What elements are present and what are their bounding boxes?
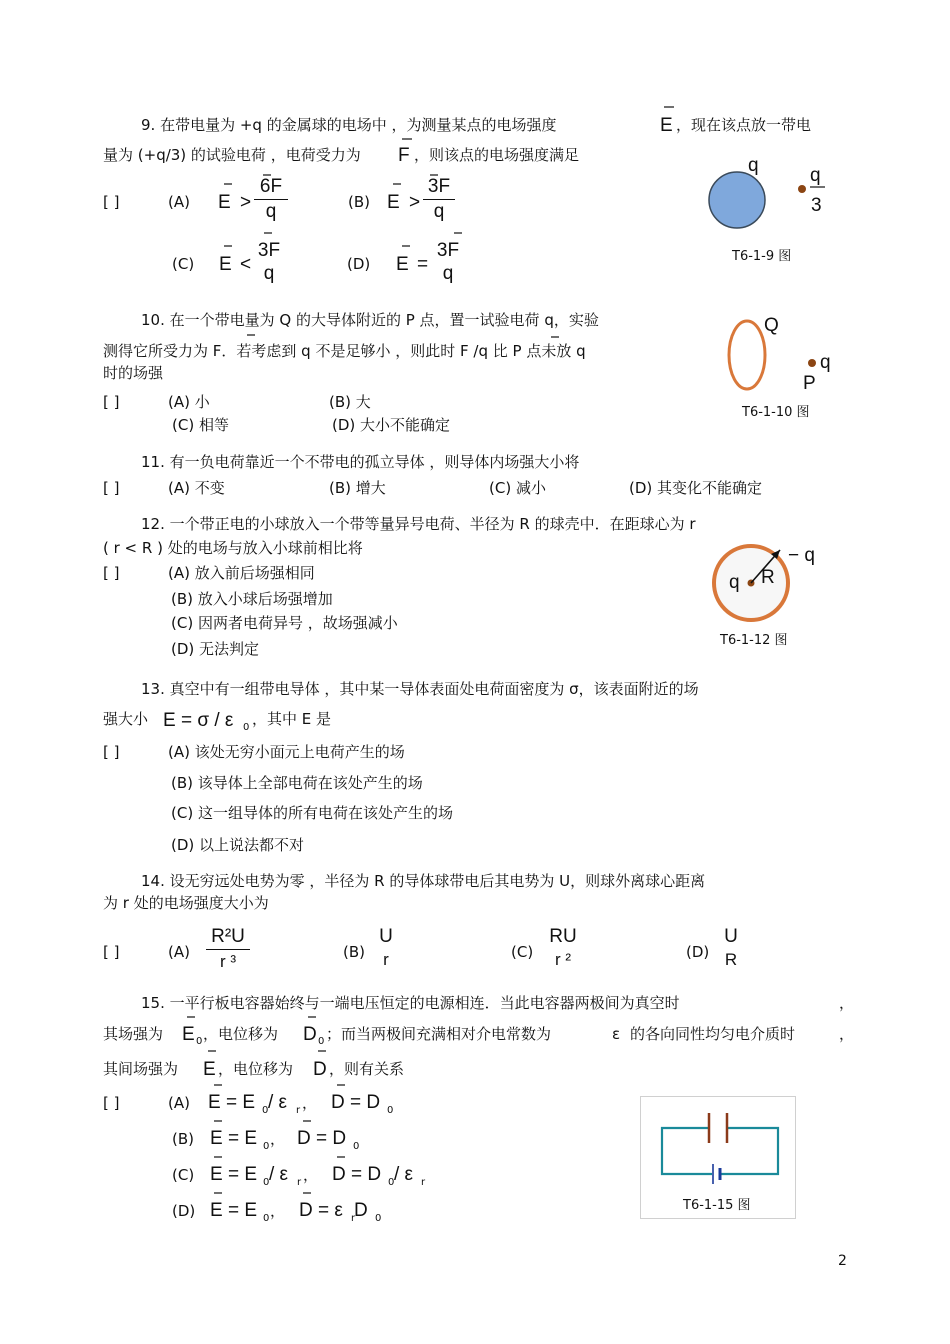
q15-E0-sub: 0 [196,1036,203,1047]
q9-stem-line2-end: ，则该点的电场强度满足 [414,146,580,164]
q14-option-a-denominator: r ³ [219,952,237,971]
q13-stem-line1: 13. 真空中有一组带电导体 ，其中某一导体表面处电荷面密度为 σ，该表面附近的场 [141,680,699,698]
q9-stem-line2: 量为 (+q/3) 的试验电荷 ，电荷受力为 [103,146,361,164]
q14-option-d-numerator: U [724,926,738,947]
q15-figure-caption: T6-1-15 图 [683,1198,751,1213]
q10-option-d[interactable]: (D) 大小不能确定 [332,416,451,434]
q15-stem-line1-end: ， [839,994,855,1012]
q15-option-a-div: / ε [268,1092,288,1113]
q10-stem-line1: 10. 在一个带电量为 Q 的大导体附近的 P 点，置一试验电荷 q，实验 [141,311,599,329]
q13-stem-line2-b: ，其中 E 是 [252,710,332,728]
q15-stem-line2-c: ；而当两极间充满相对介电常数为 [326,1025,552,1043]
q15-option-c-comma: ， [303,1166,319,1184]
q11-answer-bracket[interactable]: [ ] [103,479,120,497]
q9-option-b-label[interactable]: (B) [348,193,370,211]
q15-stem-line1: 15. 一平行板电容器始终与一端电压恒定的电源相连．当此电容器两极间为真空时 [141,994,680,1012]
q15-option-d-label[interactable]: (D) [172,1202,196,1220]
q15-E: E [203,1059,216,1080]
q14-option-c-fraction [546,926,580,971]
q9-vector-F: F [398,145,410,166]
q11-option-d[interactable]: (D) 其变化不能确定 [629,479,763,497]
q15-option-d-sub1: 0 [263,1213,270,1224]
test-charge-dot [808,359,816,367]
q9-option-a-denominator: q [265,201,277,222]
q9-option-c-relation: < [240,254,252,275]
q15-option-b-comma: ， [270,1130,286,1148]
q9-option-b-fraction [423,176,455,223]
q10-option-c[interactable]: (C) 相等 [172,416,229,434]
q9-option-d-label[interactable]: (D) [347,255,371,273]
q15-stem-line3-b: ，电位移为 [218,1060,294,1078]
q9-option-b-denominator: q [433,201,445,222]
q15-D: D [313,1059,327,1080]
q10-stem-line3: 时的场强 [103,364,164,382]
q15-option-a-eq1: E = E [208,1092,255,1113]
q10-figure-P: P [803,373,816,394]
q14-option-c-label[interactable]: (C) [511,943,534,961]
q15-option-b-sub2: 0 [353,1141,360,1152]
q15-option-d-eq2: D = ε [299,1200,343,1221]
q12-option-c[interactable]: (C) 因两者电荷异号 ，故场强减小 [171,614,398,632]
q9-option-a-E: E [218,192,231,213]
q13-stem-line2-a: 强大小 [103,710,149,728]
q15-option-a-sub2: 0 [387,1105,394,1116]
q9-vector-E: E [660,115,673,136]
q11-stem-line1: 11. 有一负电荷靠近一个不带电的孤立导体 ，则导体内场强大小将 [141,453,580,471]
q10-stem-line2: 测得它所受力为 F．若考虑到 q 不是足够小 ，则此时 F /q 比 P 点未放 q [103,342,586,360]
q10-figure-caption: T6-1-10 图 [742,405,810,420]
q9-figure-test-charge-den: 3 [811,195,822,216]
page-number: 2 [838,1253,847,1269]
q15-option-d-comma: ， [270,1202,286,1220]
q15-option-d-eq1: E = E [210,1200,257,1221]
q15-D0-sub: 0 [318,1036,325,1047]
q15-option-d-sub-r: r [351,1213,356,1224]
q9-option-b-relation: > [409,192,421,213]
q15-option-b-eq2: D = D [297,1128,347,1149]
q9-option-d-fraction [432,240,464,285]
q12-figure-radius: R [761,567,775,588]
q15-option-c-div1: / ε [269,1164,289,1185]
q15-stem-line3-a: 其间场强为 [103,1060,179,1078]
q9-answer-bracket[interactable]: [ ] [103,193,120,211]
q15-option-c-sub1: 0 [263,1177,270,1188]
q13-option-c[interactable]: (C) 这一组导体的所有电荷在该处产生的场 [171,804,453,822]
q15-option-b-label[interactable]: (B) [172,1130,194,1148]
q9-option-c-label[interactable]: (C) [172,255,195,273]
q14-option-a-numerator: R²U [211,926,245,947]
q15-option-a-label[interactable]: (A) [168,1094,190,1112]
q9-option-d-relation: = [417,254,429,275]
test-charge-dot [798,185,806,193]
q10-answer-bracket[interactable]: [ ] [103,393,120,411]
q10-figure-Q: Q [764,315,779,336]
q15-option-a-sub1: 0 [262,1105,269,1116]
q14-option-b-label[interactable]: (B) [343,943,365,961]
q15-option-c-label[interactable]: (C) [172,1166,195,1184]
q9-option-a-numerator: 6F [259,176,283,197]
q9-option-a-relation: > [240,192,252,213]
q12-stem-line1: 12. 一个带正电的小球放入一个带等量异号电荷、半径为 R 的球壳中．在距球心为 r [141,515,696,533]
q9-option-d-denominator: q [442,263,454,284]
q12-stem-line2: ( r < R ) 处的电场与放入小球前相比将 [103,539,363,557]
q9-figure-caption: T6-1-9 图 [732,249,792,264]
q12-option-b[interactable]: (B) 放入小球后场强增加 [171,590,333,608]
q12-answer-bracket[interactable]: [ ] [103,564,120,582]
q9-figure-sphere-charge: q [748,155,759,176]
q13-option-d[interactable]: (D) 以上说法都不对 [171,836,305,854]
q14-option-a-fraction [206,926,250,973]
q12-figure-ball-charge: q [729,572,740,593]
q12-option-a[interactable]: (A) 放入前后场强相同 [168,564,315,582]
q14-option-d-denominator: R [724,950,738,969]
q15-option-c-eq1: E = E [210,1164,257,1185]
q15-stem-line2-b: ，电位移为 [203,1025,279,1043]
q14-answer-bracket[interactable]: [ ] [103,943,120,961]
large-conductor [729,321,765,389]
q11-option-b[interactable]: (B) 增大 [329,479,386,497]
q15-option-a-eq2: D = D [331,1092,381,1113]
q15-option-b-eq1: E = E [210,1128,257,1149]
q15-epsilon: ε [612,1025,621,1043]
q9-option-c-denominator: q [263,263,275,284]
q14-option-b-fraction [374,926,398,971]
q15-stem-line2-a: 其场强为 [103,1025,164,1043]
q9-option-d-E: E [396,254,409,275]
q13-answer-bracket[interactable]: [ ] [103,743,120,761]
q15-D0: D [303,1024,317,1045]
q11-option-c[interactable]: (C) 减小 [489,479,546,497]
q12-figure [708,540,798,630]
q11-option-a[interactable]: (A) 不变 [168,479,225,497]
q9-option-a-fraction [254,176,288,223]
q14-option-b-numerator: U [379,926,393,947]
q9-option-c-E: E [219,254,232,275]
q15-option-c-sub2: 0 [388,1177,395,1188]
q14-option-d-fraction [719,926,743,971]
q15-option-c-div2: / ε [394,1164,414,1185]
q14-option-a-label[interactable]: (A) [168,943,190,961]
q15-option-d-sub2: 0 [375,1213,382,1224]
q10-figure-q: q [820,352,831,373]
q13-formula-sub: 0 [243,722,250,733]
q15-stem-line2-end: ， [839,1025,855,1043]
q15-option-c-sub-r2: r [421,1177,426,1188]
q10-option-b[interactable]: (B) 大 [329,393,371,411]
q14-option-d-label[interactable]: (D) [686,943,710,961]
q14-stem-line1: 14. 设无穷远处电势为零 ，半径为 R 的导体球带电后其电势为 U，则球外离球心距离 [141,872,706,890]
q15-option-a-comma: ， [302,1094,318,1112]
metal-sphere [709,172,765,228]
q9-option-b-numerator: 3F [427,176,451,197]
q12-option-d[interactable]: (D) 无法判定 [171,640,260,658]
q15-stem-line2-d: 的各向同性均匀电介质时 [630,1025,796,1043]
q9-option-c-numerator: 3F [257,240,281,261]
q13-option-a[interactable]: (A) 该处无穷小面元上电荷产生的场 [168,743,405,761]
q15-E0: E [182,1024,195,1045]
q14-option-b-denominator: r [383,950,389,969]
q15-option-c-eq2: D = D [332,1164,382,1185]
q15-option-c-sub-r1: r [297,1177,302,1188]
q9-stem-line1-end: ，现在该点放一带电 [676,116,812,134]
q13-formula: E = σ / ε [163,710,234,731]
q15-stem-line3-c: ，则有关系 [329,1060,405,1078]
q9-stem-line1: 9. 在带电量为 +q 的金属球的电场中 ，为测量某点的电场强度 [141,116,557,134]
q14-option-c-denominator: r ² [554,950,572,969]
q15-answer-bracket[interactable]: [ ] [103,1094,120,1112]
q10-option-a[interactable]: (A) 小 [168,393,210,411]
q9-option-b-E: E [387,192,400,213]
q15-option-b-sub1: 0 [263,1141,270,1152]
q15-option-a-sub-r: r [296,1105,301,1116]
q9-option-a-label[interactable]: (A) [168,193,190,211]
q14-option-c-numerator: RU [549,926,577,947]
q12-figure-shell-charge: − q [788,545,815,566]
q9-option-d-numerator: 3F [436,240,460,261]
q14-stem-line2: 为 r 处的电场强度大小为 [103,894,269,912]
q12-figure-caption: T6-1-12 图 [720,633,788,648]
q15-option-d-D: D [354,1200,368,1221]
q9-option-c-fraction [253,240,285,285]
q13-option-b[interactable]: (B) 该导体上全部电荷在该处产生的场 [171,774,423,792]
q9-figure-test-charge-num: q [810,165,821,186]
